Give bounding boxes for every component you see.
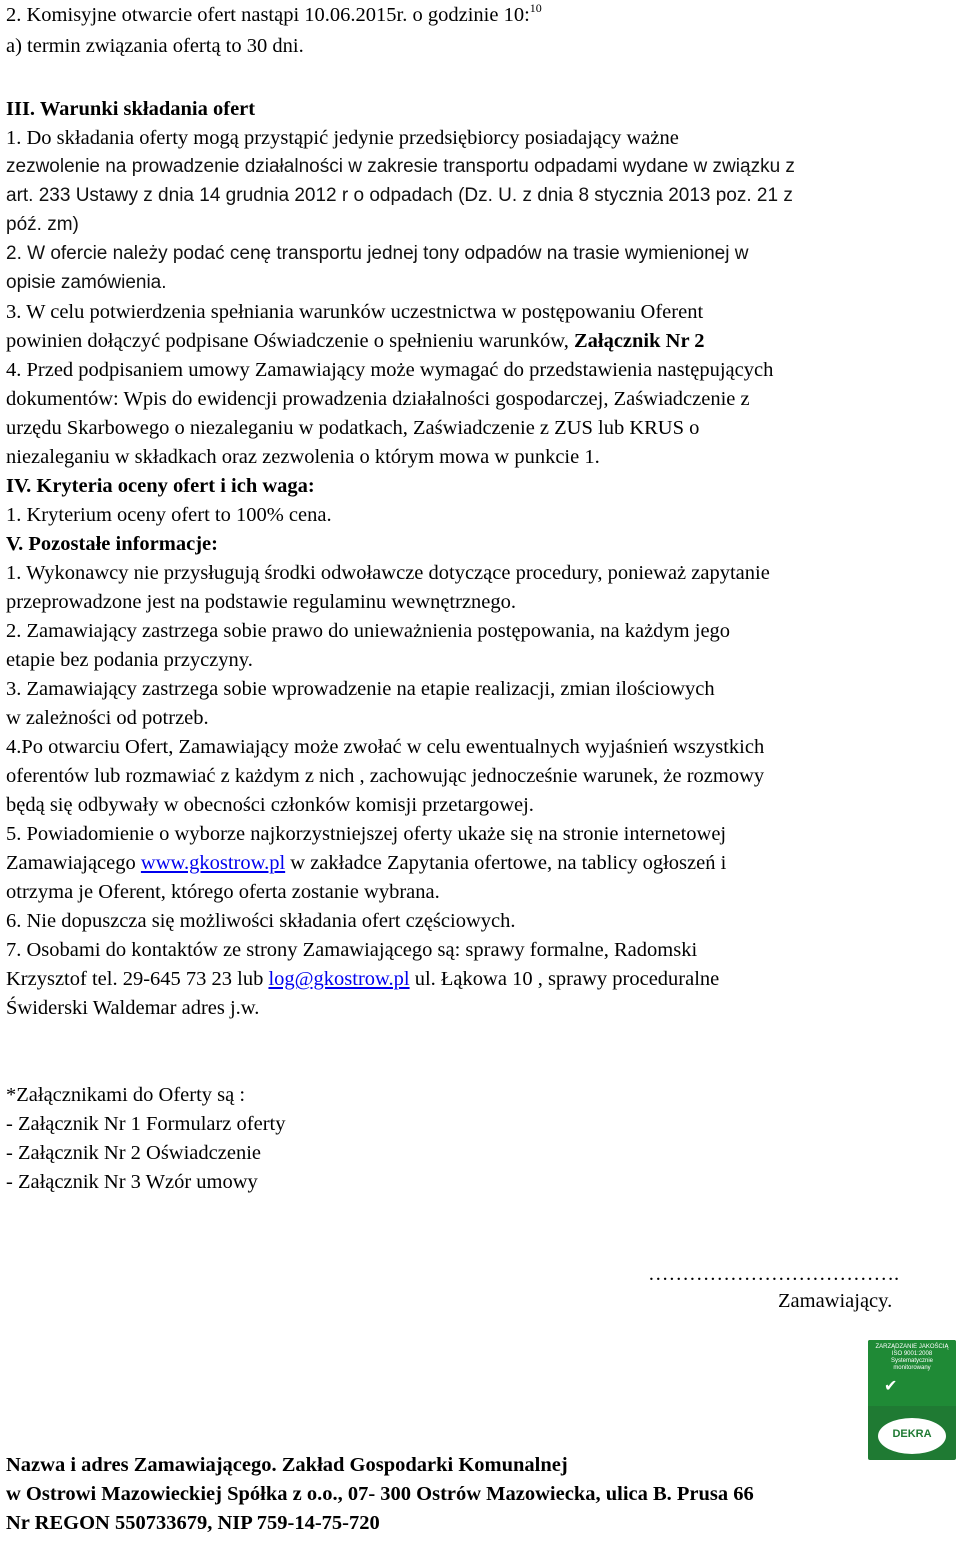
opening-date-line (6, 3, 542, 27)
paragraph-line: przeprowadzone jest na podstawie regulaminu wewnętrznego. (6, 591, 517, 613)
paragraph-line: otrzyma je Oferent, którego oferta zostanie wybrana. (6, 881, 440, 903)
paragraph-line: 1. Wykonawcy nie przysługują środki odwoławcze dotyczące procedury, ponieważ zapytanie (6, 562, 770, 584)
footer-address: w Ostrowi Mazowieckiej Spółka z o.o., 07- 300 Ostrów Mazowiecka, ulica B. Prusa 66 (6, 1483, 754, 1505)
section-iv-heading: IV. Kryteria oceny ofert i ich waga: (6, 475, 315, 497)
paragraph-line: 3. Zamawiający zastrzega sobie wprowadzenie na etapie realizacji, zmian ilościowych (6, 678, 715, 700)
paragraph-line: zezwolenie na prowadzenie działalności w zakresie transportu odpadami wydane w związku z (6, 156, 795, 177)
signature-dots: ………………………………. (648, 1263, 900, 1285)
paragraph-text: Zamawiającego (6, 852, 141, 874)
attachment-item: - Załącznik Nr 3 Wzór umowy (6, 1171, 258, 1193)
section-v-heading: V. Pozostałe informacje: (6, 533, 218, 555)
paragraph-line: 3. W celu potwierdzenia spełniania warunków uczestnictwa w postępowaniu Oferent (6, 301, 704, 323)
attachments-heading: *Załącznikami do Oferty są : (6, 1084, 246, 1106)
paragraph-line: 2. Zamawiający zastrzega sobie prawo do unieważnienia postępowania, na każdym jego (6, 620, 731, 642)
attachment-reference: Załącznik Nr 2 (573, 330, 705, 352)
opening-time-superscript: 10 (529, 1, 542, 15)
binding-term-line: a) termin związania ofertą to 30 dni. (6, 35, 304, 57)
check-icon: ✔ (884, 1378, 898, 1395)
website-link[interactable]: www.gkostrow.pl (140, 852, 286, 874)
paragraph-text: Krzysztof tel. 29-645 73 23 lub (6, 968, 269, 990)
attachment-item: - Załącznik Nr 2 Oświadczenie (6, 1142, 261, 1164)
paragraph-line: urzędu Skarbowego o niezaleganiu w podatkach, Zaświadczenie z ZUS lub KRUS o (6, 417, 700, 439)
paragraph-line: opisie zamówienia. (6, 272, 167, 293)
seal-ribbon-text: DEKRA (892, 1428, 932, 1440)
signature-label: Zamawiający. (778, 1290, 893, 1312)
paragraph-line: 4. Przed podpisaniem umowy Zamawiający może wymagać do przedstawienia następujących (6, 359, 774, 381)
paragraph-line: 2. W ofercie należy podać cenę transportu jednej tony odpadów na trasie wymienionej w (6, 243, 749, 264)
paragraph-text: powinien dołączyć podpisane Oświadczenie o spełnieniu warunków, (6, 330, 574, 352)
paragraph-line (6, 967, 719, 991)
paragraph-line: oferentów lub rozmawiać z każdym z nich , zachowując jednocześnie warunek, że rozmowy (6, 765, 765, 787)
paragraph-line: 5. Powiadomienie o wyborze najkorzystniejszej oferty ukaże się na stronie internetowej (6, 823, 727, 845)
paragraph-line: niezaleganiu w składkach oraz zezwolenia o którym mowa w punkcie 1. (6, 446, 600, 468)
quality-certificate-seal (868, 1340, 956, 1460)
paragraph-line: 4.Po otwarciu Ofert, Zamawiający może zwołać w celu ewentualnych wyjaśnień wszystkich (6, 736, 765, 758)
seal-text: ZARZĄDZANIE JAKOŚCIĄ ISO 9001:2008 Systematycznie monitorowany (875, 1344, 949, 1371)
section-iii-heading: III. Warunki składania ofert (6, 98, 256, 120)
opening-date-text: 2. Komisyjne otwarcie ofert nastąpi 10.06.2015r. o godzinie 10: (6, 4, 530, 26)
paragraph-text: ul. Łąkowa 10 , sprawy proceduralne (409, 968, 720, 990)
paragraph-line: póź. zm) (6, 214, 79, 235)
paragraph-line: Świderski Waldemar adres j.w. (6, 997, 260, 1019)
attachment-item: - Załącznik Nr 1 Formularz oferty (6, 1113, 286, 1135)
footer-registration: Nr REGON 550733679, NIP 759-14-75-720 (6, 1512, 380, 1534)
paragraph-line: 1. Do składania oferty mogą przystąpić jedynie przedsiębiorcy posiadający ważne (6, 127, 679, 149)
paragraph-line: 7. Osobami do kontaktów ze strony Zamawiającego są: sprawy formalne, Radomski (6, 939, 698, 961)
footer-company-name: Nazwa i adres Zamawiającego. Zakład Gospodarki Komunalnej (6, 1454, 568, 1476)
paragraph-line (6, 329, 705, 353)
paragraph-line: dokumentów: Wpis do ewidencji prowadzenia działalności gospodarczej, Zaświadczenie z (6, 388, 750, 410)
paragraph-line: w zależności od potrzeb. (6, 707, 209, 729)
seal-ribbon (878, 1418, 946, 1454)
email-link[interactable]: log@gkostrow.pl (268, 968, 410, 990)
paragraph-line: etapie bez podania przyczyny. (6, 649, 253, 671)
paragraph-line: art. 233 Ustawy z dnia 14 grudnia 2012 r o odpadach (Dz. U. z dnia 8 stycznia 2013 poz. 21 z (6, 185, 793, 206)
paragraph-line: 6. Nie dopuszcza się możliwości składania ofert częściowych. (6, 910, 516, 932)
paragraph-line: 1. Kryterium oceny ofert to 100% cena. (6, 504, 332, 526)
paragraph-text: w zakładce Zapytania ofertowe, na tablicy ogłoszeń i (285, 852, 727, 874)
paragraph-line: będą się odbywały w obecności członków komisji przetargowej. (6, 794, 534, 816)
paragraph-line (6, 851, 726, 875)
